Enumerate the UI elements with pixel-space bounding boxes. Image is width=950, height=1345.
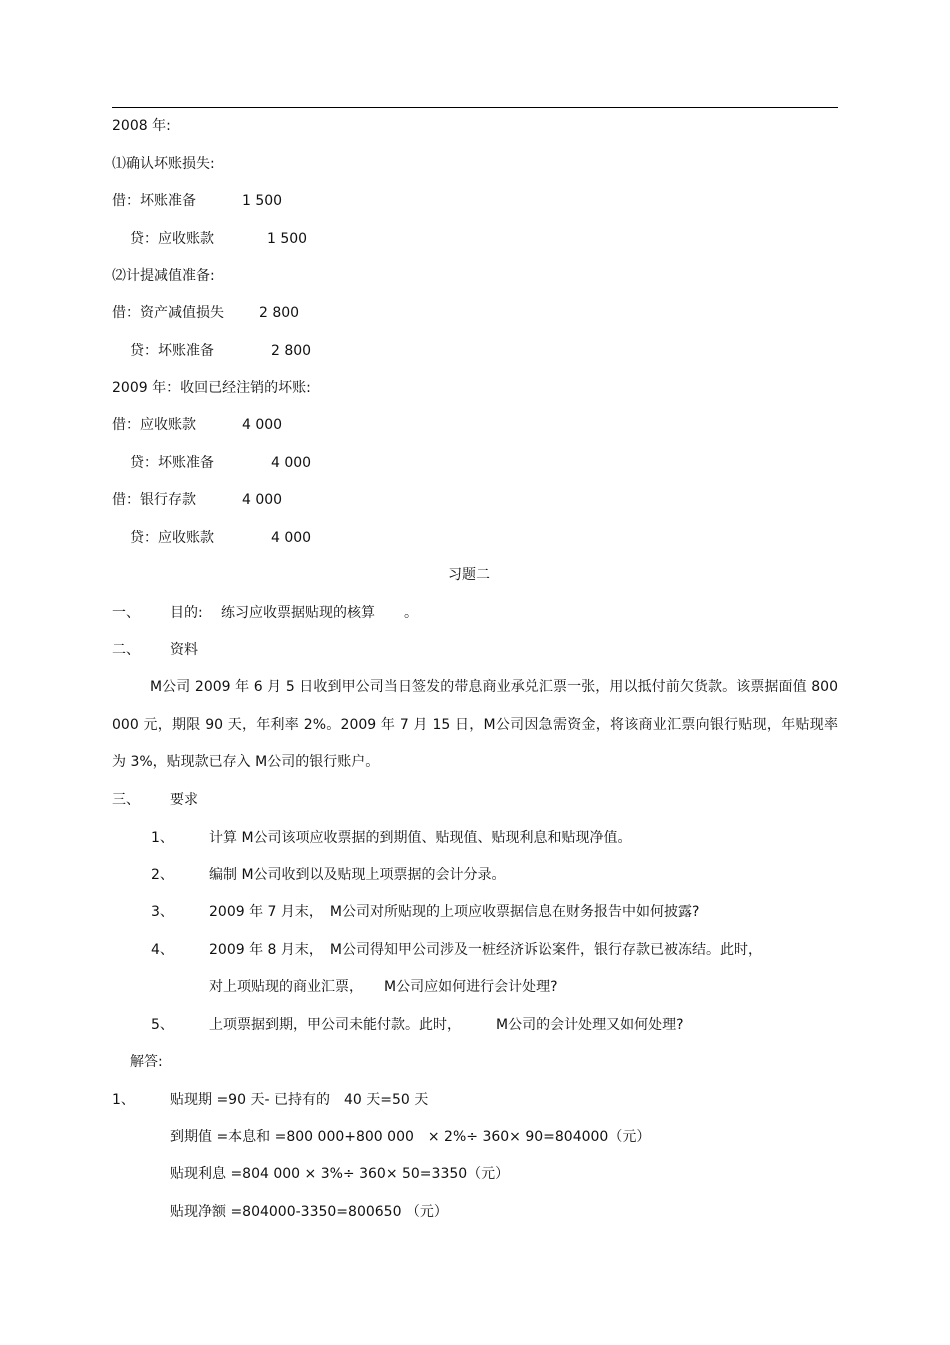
- requirement1-number: 1、: [151, 830, 174, 846]
- entry1-debit-label: 借：坏账准备: [112, 193, 196, 209]
- entry2-credit-label: 贷：坏账准备: [130, 343, 214, 359]
- item1-title: ⑴确认坏账损失:: [112, 156, 215, 172]
- answer-heading: 解答:: [130, 1054, 163, 1070]
- requirement4-text: 2009 年 8 月末， M公司得知甲公司涉及一桩经济诉讼案件，银行存款已被冻结。此时，: [209, 942, 762, 958]
- exercise-title: 习题二: [448, 567, 490, 583]
- year-2008-heading: 2008 年:: [112, 118, 171, 134]
- entry4-debit-amount: 4 000: [242, 492, 283, 508]
- entry4-credit-amount: 4 000: [271, 530, 312, 546]
- material-text: M公司 2009 年 6 月 5 日收到甲公司当日签发的带息商业承兑汇票一张，用以抵付前欠货款。该票据面值 800 000 元，期限 90 天，年利率 2%。2009 年 7 月 15 日，M公司因急需资金，将该商业汇票向银行贴现，年贴现率为 3%，贴现款已存入 M公司的银行账户。: [112, 679, 838, 770]
- answer1-maturity-value: 到期值 =本息和 =800 000+800 000 × 2%÷ 360× 90=804000（元）: [170, 1129, 651, 1145]
- answer1-number: 1、: [112, 1092, 135, 1108]
- entry1-debit-amount: 1 500: [242, 193, 283, 209]
- answer1-net-proceeds: 贴现净额 =804000-3350=800650 （元）: [170, 1204, 448, 1220]
- requirement3-text: 2009 年 7 月末， M公司对所贴现的上项应收票据信息在财务报告中如何披露?: [209, 904, 700, 920]
- answer1-discount-interest: 贴现利息 =804 000 × 3%÷ 360× 50=3350（元）: [170, 1166, 510, 1182]
- section2-number: 二、: [112, 642, 140, 658]
- section3-number: 三、: [112, 792, 140, 808]
- section1-number: 一、: [112, 605, 140, 621]
- entry3-debit-label: 借：应收账款: [112, 417, 196, 433]
- entry2-credit-amount: 2 800: [271, 343, 312, 359]
- entry2-debit-label: 借：资产减值损失: [112, 305, 224, 321]
- header-rule: [112, 107, 838, 108]
- entry1-credit-amount: 1 500: [267, 231, 308, 247]
- requirement2-number: 2、: [151, 867, 174, 883]
- entry3-credit-label: 贷：坏账准备: [130, 455, 214, 471]
- material-paragraph: [112, 669, 838, 782]
- requirement5-number: 5、: [151, 1017, 174, 1033]
- entry3-credit-amount: 4 000: [271, 455, 312, 471]
- entry3-debit-amount: 4 000: [242, 417, 283, 433]
- requirement5-text: 上项票据到期，甲公司未能付款。此时， M公司的会计处理又如何处理?: [209, 1017, 684, 1033]
- entry4-debit-label: 借：银行存款: [112, 492, 196, 508]
- requirement4-number: 4、: [151, 942, 174, 958]
- entry1-credit-label: 贷：应收账款: [130, 231, 214, 247]
- requirement4-text-continued: 对上项贴现的商业汇票， M公司应如何进行会计处理?: [209, 979, 558, 995]
- section2-label: 资料: [170, 642, 198, 658]
- requirement2-text: 编制 M公司收到以及贴现上项票据的会计分录。: [209, 867, 506, 883]
- requirement1-text: 计算 M公司该项应收票据的到期值、贴现值、贴现利息和贴现净值。: [209, 830, 632, 846]
- section1-label: 目的:: [170, 605, 203, 621]
- entry4-credit-label: 贷：应收账款: [130, 530, 214, 546]
- section1-detail: 练习应收票据贴现的核算: [221, 605, 375, 621]
- answer1-discount-period: 贴现期 =90 天- 已持有的 40 天=50 天: [170, 1092, 429, 1108]
- section1-period: 。: [404, 605, 418, 621]
- entry2-debit-amount: 2 800: [259, 305, 300, 321]
- requirement3-number: 3、: [151, 904, 174, 920]
- year-2009-heading: 2009 年：收回已经注销的坏账:: [112, 380, 311, 396]
- item2-title: ⑵计提减值准备:: [112, 268, 215, 284]
- section3-label: 要求: [170, 792, 198, 808]
